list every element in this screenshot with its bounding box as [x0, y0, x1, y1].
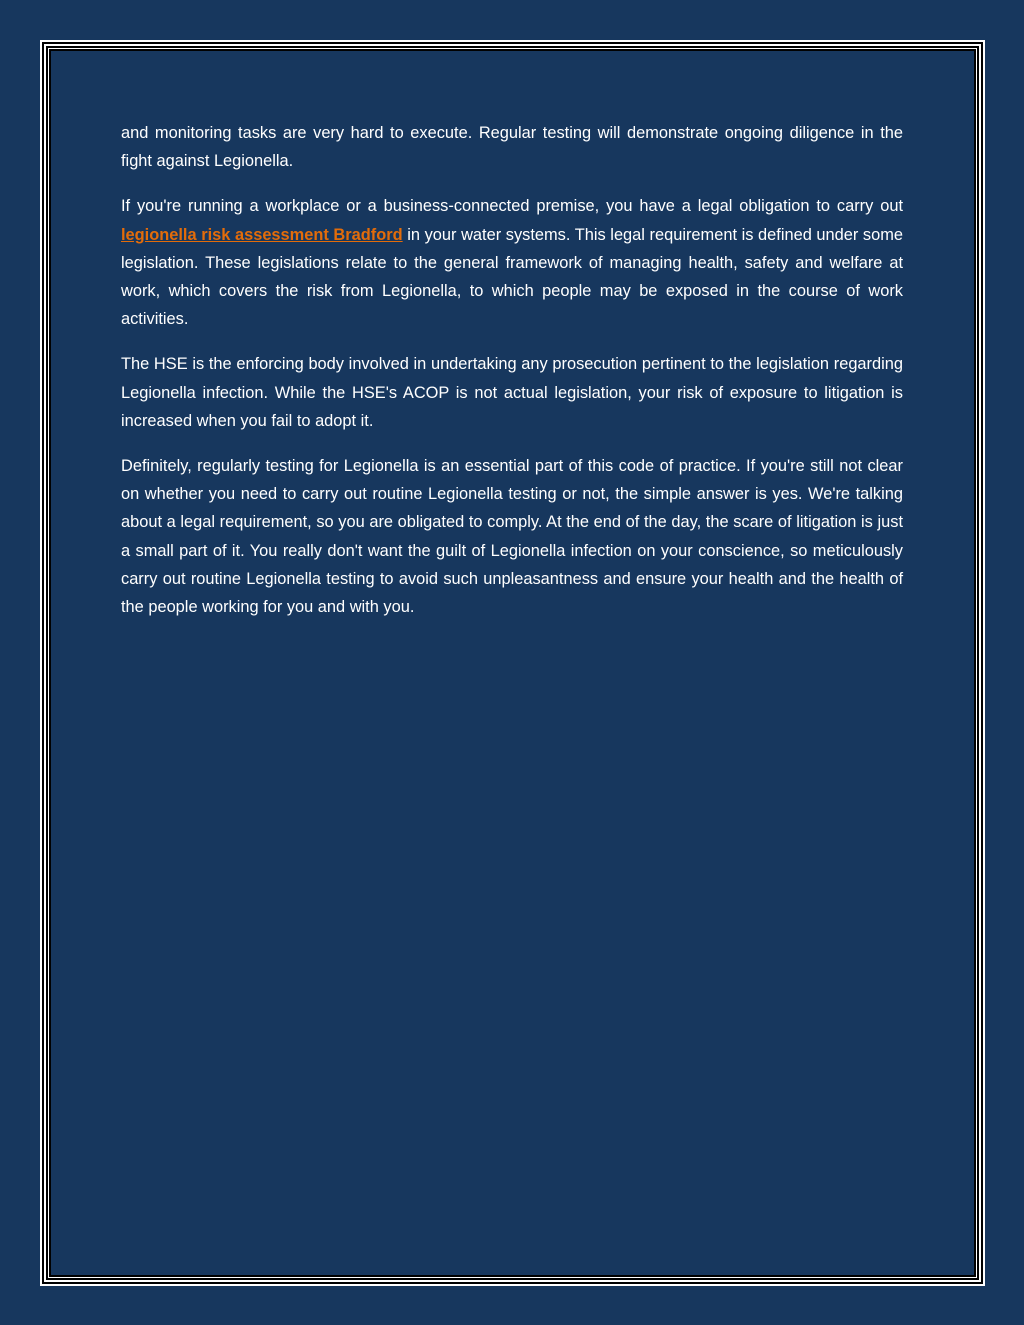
- paragraph-legal-obligation: [121, 192, 903, 333]
- paragraph-hse: The HSE is the enforcing body involved in undertaking any prosecution pertinent to the legislation regarding Legionella infection. While the HSE's ACOP is not actual legislation, your risk of exposure to litigation is increased when you fail to adopt it.: [121, 355, 903, 430]
- paragraph-testing: Definitely, regularly testing for Legionella is an essential part of this code of practice. If you're still not clear on whether you need to carry out routine Legionella testing or not, the simple answer is yes. We're talking about a legal requirement, so you are obligated to comply. At the end of the day, the scare of litigation is just a small part of it. You really don't want the guilt of Legionella infection on your conscience, so meticulously carry out routine Legionella testing to avoid such unpleasantness and ensure your health and the health of the people working for you and with you.: [121, 457, 903, 617]
- risk-assessment-link[interactable]: legionella risk assessment Bradford: [121, 225, 403, 244]
- paragraph-legal-obligation-rest: in your water systems. This legal requirement is defined under some legislation. These legislations relate to the general framework of managing health, safety and welfare at work, which covers the risk from Legionella, to which people may be exposed in the course of work activities.: [121, 225, 904, 329]
- paragraph-legal-obligation-lead: If you're running a workplace or a business-connected premise, you have a legal obligation to carry out: [121, 197, 903, 216]
- paragraph-monitoring: and monitoring tasks are very hard to execute. Regular testing will demonstrate ongoing diligence in the fight against Legionella.: [121, 124, 903, 171]
- document-body: [121, 119, 903, 638]
